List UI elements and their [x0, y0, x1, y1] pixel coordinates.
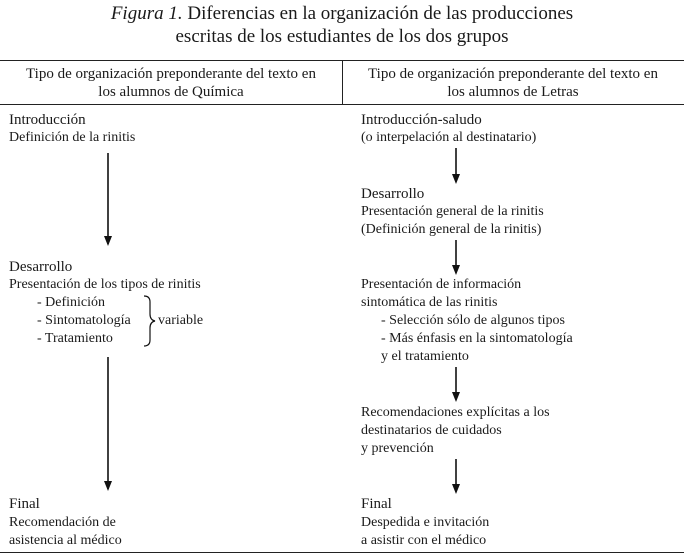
- left-dev-item: - Tratamiento: [37, 331, 113, 346]
- curly-brace-icon: [144, 296, 155, 346]
- left-column-header-line-2: los alumnos de Química: [98, 84, 244, 100]
- left-final-line-1: Recomendación de: [9, 515, 116, 530]
- left-final-heading: Final: [9, 496, 40, 512]
- arrow-down-icon: [104, 236, 112, 246]
- right-final-heading: Final: [361, 496, 392, 512]
- right-column-header-line-2: los alumnos de Letras: [447, 84, 579, 100]
- right-intro-heading: Introducción-saludo: [361, 112, 482, 128]
- right-info-line-2: sintomática de las rinitis: [361, 295, 498, 310]
- figure-title-line-2: escritas de los estudiantes de los dos grupos: [175, 26, 509, 47]
- figure-label: Figura 1.: [110, 3, 183, 24]
- right-column-header-line-1: Tipo de organización preponderante del texto en: [368, 66, 658, 82]
- left-dev-heading: Desarrollo: [9, 259, 73, 275]
- left-dev-item: - Sintomatología: [37, 313, 131, 328]
- right-info-item: y el tratamiento: [381, 349, 469, 364]
- arrow-down-icon: [452, 265, 460, 275]
- left-dev-item: - Definición: [37, 295, 106, 310]
- brace-label: variable: [158, 313, 204, 328]
- right-rec-line-3: y prevención: [361, 441, 434, 456]
- figure-title-text: Diferencias en la organización de las producciones: [187, 3, 574, 24]
- left-dev-text: Presentación de los tipos de rinitis: [9, 277, 201, 292]
- right-info-line-1: Presentación de información: [361, 277, 522, 292]
- right-final-line-1: Despedida e invitación: [361, 515, 490, 530]
- left-final-line-2: asistencia al médico: [9, 533, 122, 548]
- arrow-down-icon: [452, 174, 460, 184]
- left-column-header-line-1: Tipo de organización preponderante del texto en: [26, 66, 316, 82]
- left-intro-heading: Introducción: [9, 112, 86, 128]
- right-dev-heading: Desarrollo: [361, 186, 425, 202]
- right-dev-line-1: Presentación general de la rinitis: [361, 204, 544, 219]
- right-final-line-2: a asistir con el médico: [361, 533, 487, 548]
- right-rec-line-1: Recomendaciones explícitas a los: [361, 405, 550, 420]
- right-dev-line-2: (Definición general de la rinitis): [361, 222, 542, 237]
- right-info-item: - Más énfasis en la sintomatología: [381, 331, 573, 346]
- arrow-down-icon: [104, 481, 112, 491]
- arrow-down-icon: [452, 392, 460, 402]
- left-intro-text: Definición de la rinitis: [9, 130, 136, 145]
- right-rec-line-2: destinatarios de cuidados: [361, 423, 502, 438]
- right-info-item: - Selección sólo de algunos tipos: [381, 313, 565, 328]
- right-intro-text: (o interpelación al destinatario): [361, 130, 537, 145]
- arrow-down-icon: [452, 484, 460, 494]
